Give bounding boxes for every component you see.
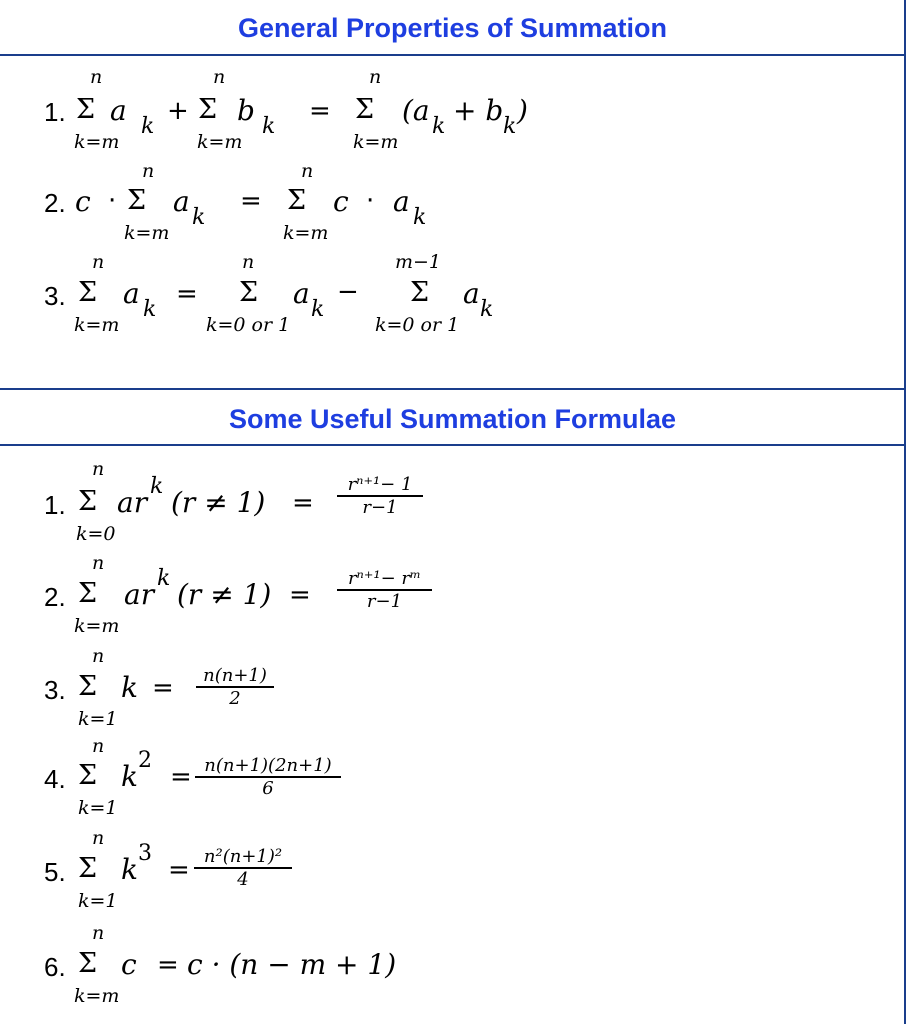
sum-lower-limit: k=m [353, 131, 399, 153]
sum-upper-limit: n [242, 251, 255, 273]
item-number: 1. [44, 97, 66, 127]
sum-lower-limit: k=m [283, 222, 329, 244]
sigma-symbol: Σ [198, 94, 218, 125]
sum-lower-limit: k=m [74, 131, 120, 153]
sum-upper-limit: n [92, 251, 105, 273]
item-number: 1. [44, 490, 66, 520]
condition: (r ≠ 1) [171, 486, 266, 519]
term-a: a [110, 94, 127, 127]
numerator: n(n+1) [203, 665, 267, 686]
item-number: 5. [44, 857, 66, 887]
subscript-k: k [480, 297, 494, 322]
sum-upper-limit: n [92, 552, 105, 574]
sigma-symbol: Σ [410, 277, 430, 308]
sum-upper-limit: n [213, 66, 226, 88]
sum-upper-limit: n [92, 735, 105, 757]
sum-upper-limit: n [142, 160, 155, 182]
right-hand-side: c · (n − m + 1) [187, 948, 397, 981]
sum-lower-limit: k=1 [78, 708, 118, 730]
constant-c: c [75, 185, 91, 218]
term-a: a [173, 185, 190, 218]
sum-upper-limit: m−1 [395, 251, 442, 273]
denominator: 2 [196, 686, 274, 709]
equals-operator: = [289, 580, 311, 610]
sigma-symbol: Σ [239, 277, 259, 308]
subscript-k: k [141, 114, 155, 139]
denominator: r−1 [337, 495, 423, 518]
sum-upper-limit: n [92, 922, 105, 944]
sum-lower-limit: k=1 [78, 890, 118, 912]
sigma-symbol: Σ [355, 94, 375, 125]
section-title: Some Useful Summation Formulae [228, 404, 677, 434]
item-number: 4. [44, 764, 66, 794]
term-ar: ar [117, 486, 148, 519]
term-plus-b: + b [453, 94, 504, 127]
fraction [337, 568, 432, 612]
numerator: n²(n+1)² [203, 846, 283, 867]
sigma-symbol: Σ [78, 853, 98, 884]
constant-c: c [333, 185, 349, 218]
section-header-useful-formulae [0, 388, 905, 446]
term-a: a [293, 277, 310, 310]
term-ar: ar [124, 578, 155, 611]
sigma-symbol: Σ [78, 760, 98, 791]
subscript-k: k [503, 114, 517, 139]
term-k: k [121, 671, 138, 704]
term-k: k [121, 760, 138, 793]
term-open-a: (a [402, 94, 430, 127]
equals-operator: = [168, 855, 190, 885]
sigma-symbol: Σ [78, 277, 98, 308]
equals-operator: = [309, 96, 331, 126]
condition: (r ≠ 1) [177, 578, 272, 611]
subscript-k: k [192, 205, 206, 230]
subscript-k: k [311, 297, 325, 322]
sigma-symbol: Σ [78, 948, 98, 979]
close-paren: ) [517, 94, 528, 127]
right-border [904, 0, 906, 1024]
denominator: r−1 [337, 589, 432, 612]
fraction [337, 474, 423, 518]
equals-operator: = [292, 488, 314, 518]
numerator: n(n+1)(2n+1) [204, 755, 332, 776]
equals-operator: = [157, 950, 179, 980]
section-header-general-properties [0, 0, 905, 56]
term-a: a [393, 185, 410, 218]
subscript-k: k [143, 297, 157, 322]
sigma-symbol: Σ [287, 185, 307, 216]
sum-lower-limit: k=m [74, 985, 120, 1007]
sum-lower-limit: k=m [74, 615, 120, 637]
sum-lower-limit: k=0 or 1 [375, 314, 460, 336]
term-k: k [121, 853, 138, 886]
term-a: a [123, 277, 140, 310]
constant-c: c [121, 948, 137, 981]
sum-upper-limit: n [90, 66, 103, 88]
term-b: b [237, 94, 255, 127]
item-number: 2. [44, 582, 66, 612]
sum-upper-limit: n [92, 458, 105, 480]
sum-lower-limit: k=m [74, 314, 120, 336]
equals-operator: = [152, 673, 174, 703]
superscript-3: 3 [138, 841, 152, 866]
item-number: 3. [44, 675, 66, 705]
sum-upper-limit: n [369, 66, 382, 88]
sigma-symbol: Σ [78, 578, 98, 609]
subscript-k: k [413, 205, 427, 230]
sum-lower-limit: k=m [124, 222, 170, 244]
subscript-k: k [432, 114, 446, 139]
plus-operator: + [167, 96, 189, 126]
dot-operator: · [108, 186, 117, 216]
sigma-symbol: Σ [78, 486, 98, 517]
sum-lower-limit: k=0 [76, 523, 116, 545]
sum-upper-limit: n [301, 160, 314, 182]
denominator: 6 [195, 776, 341, 799]
sigma-symbol: Σ [127, 185, 147, 216]
sum-lower-limit: k=1 [78, 797, 118, 819]
denominator: 4 [194, 867, 292, 890]
fraction [195, 755, 341, 799]
sum-lower-limit: k=m [197, 131, 243, 153]
minus-operator: − [337, 277, 359, 307]
equals-operator: = [240, 186, 262, 216]
sum-upper-limit: n [92, 645, 105, 667]
superscript-2: 2 [138, 748, 152, 773]
equals-operator: = [170, 762, 192, 792]
section-title: General Properties of Summation [237, 13, 668, 43]
equals-operator: = [176, 279, 198, 309]
fraction [196, 665, 274, 709]
sum-upper-limit: n [92, 827, 105, 849]
sigma-symbol: Σ [78, 671, 98, 702]
superscript-k: k [157, 566, 171, 591]
fraction [194, 846, 292, 890]
numerator: rⁿ⁺¹− 1 [347, 474, 413, 495]
term-a: a [463, 277, 480, 310]
dot-operator: · [366, 186, 375, 216]
numerator: rⁿ⁺¹− rᵐ [347, 568, 422, 589]
sigma-symbol: Σ [76, 94, 96, 125]
subscript-k: k [262, 114, 276, 139]
item-number: 3. [44, 281, 66, 311]
sum-lower-limit: k=0 or 1 [206, 314, 291, 336]
item-number: 6. [44, 952, 66, 982]
superscript-k: k [150, 474, 164, 499]
item-number: 2. [44, 188, 66, 218]
